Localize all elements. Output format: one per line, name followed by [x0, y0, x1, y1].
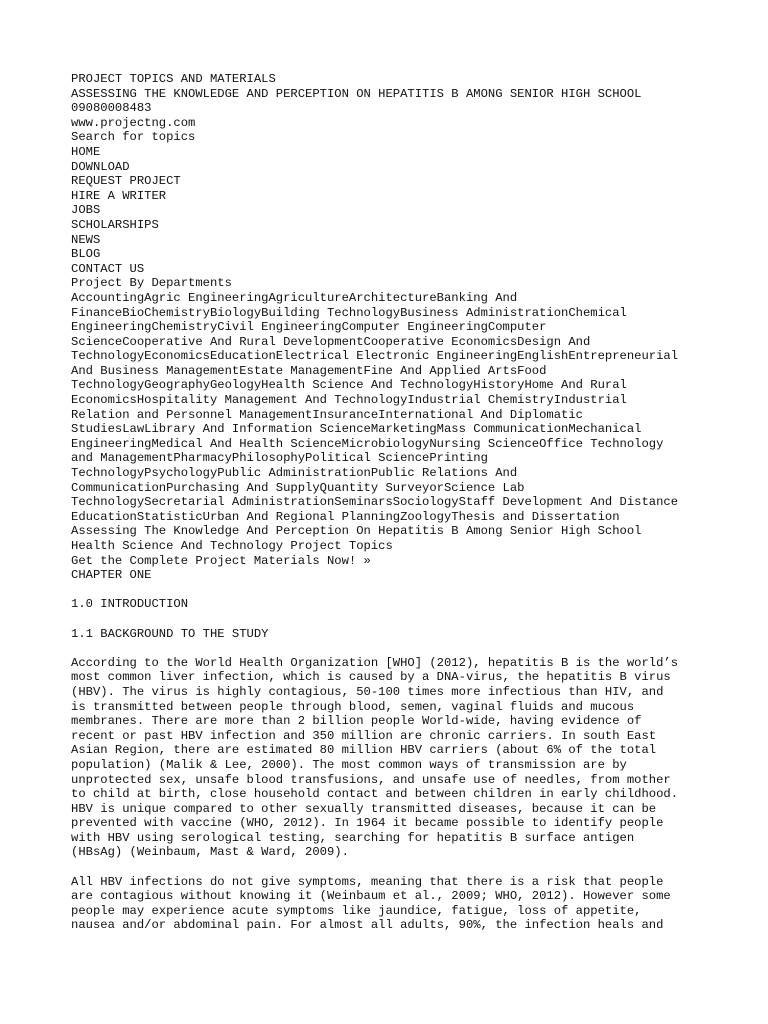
section-heading-background: 1.1 BACKGROUND TO THE STUDY: [71, 626, 269, 641]
nav-item-download[interactable]: DOWNLOAD: [71, 159, 130, 174]
department-links-line[interactable]: EducationStatisticUrban And Regional PlanningZoologyThesis and Dissertation: [71, 509, 620, 524]
paragraph-line: (HBsAg) (Weinbaum, Mast & Ward, 2009).: [71, 845, 349, 860]
department-links-line[interactable]: TechnologyGeographyGeologyHealth Science And TechnologyHistoryHome And Rural: [71, 378, 627, 393]
nav-item-news[interactable]: NEWS: [71, 232, 101, 247]
paragraph-line: Asian Region, there are estimated 80 million HBV carriers (about 6% of the total: [71, 743, 657, 758]
paragraph-line: most common liver infection, which is caused by a DNA-virus, the hepatitis B virus: [71, 670, 671, 685]
spacer: [71, 583, 711, 598]
departments-heading: Project By Departments: [71, 276, 232, 291]
department-links-line[interactable]: FinanceBioChemistryBiologyBuilding TechnologyBusiness AdministrationChemical: [71, 305, 627, 320]
paragraph-2: [71, 875, 711, 933]
get-materials-button[interactable]: Get the Complete Project Materials Now! »: [71, 553, 371, 568]
section-heading-introduction: 1.0 INTRODUCTION: [71, 597, 189, 612]
paragraph-line: with HBV using serological testing, searching for hepatitis B surface antigen: [71, 830, 635, 845]
main-nav: [71, 145, 711, 276]
chapter-title: CHAPTER ONE: [71, 568, 152, 583]
paragraph-line: HBV is unique compared to other sexually transmitted diseases, because it can be: [71, 801, 657, 816]
document-page: [71, 72, 711, 933]
paragraph-line: is transmitted between people through blood, semen, vaginal fluids and mucous: [71, 699, 635, 714]
spacer: [71, 612, 711, 627]
site-title: PROJECT TOPICS AND MATERIALS: [71, 72, 276, 86]
paragraph-line: nausea and/or abdominal pain. For almost all adults, 90%, the infection heals and: [71, 918, 664, 933]
paragraph-line: are contagious without knowing it (Weinbaum et al., 2009; WHO, 2012). However some: [71, 889, 671, 904]
phone-number[interactable]: 09080008483: [71, 101, 152, 116]
nav-item-hire-a-writer[interactable]: HIRE A WRITER: [71, 188, 167, 203]
department-links-line[interactable]: TechnologyEconomicsEducationElectrical Electronic EngineeringEnglishEntrepreneurial: [71, 349, 679, 364]
department-links-line[interactable]: ScienceCooperative And Rural DevelopmentCooperative EconomicsDesign And: [71, 334, 591, 349]
department-links-line[interactable]: EconomicsHospitality Management And TechnologyIndustrial ChemistryIndustrial: [71, 393, 627, 408]
paragraph-line: prevented with vaccine (WHO, 2012). In 1964 it became possible to identify people: [71, 816, 664, 831]
paragraph-line: (HBV). The virus is highly contagious, 50-100 times more infectious than HIV, and: [71, 684, 664, 699]
breadcrumb-category[interactable]: Health Science And Technology Project Topics: [71, 539, 393, 553]
spacer: [71, 641, 711, 656]
paragraph-line: recent or past HBV infection and 350 million are chronic carriers. In south East: [71, 728, 657, 743]
department-links-line[interactable]: Relation and Personnel ManagementInsuranceInternational And Diplomatic: [71, 407, 583, 422]
department-links-line[interactable]: EngineeringChemistryCivil EngineeringComputer EngineeringComputer: [71, 320, 547, 335]
breadcrumb-topic[interactable]: Assessing The Knowledge And Perception On Hepatitis B Among Senior High School: [71, 524, 642, 539]
nav-item-contact-us[interactable]: CONTACT US: [71, 261, 145, 276]
search-topics-link[interactable]: Search for topics: [71, 130, 196, 145]
paragraph-line: According to the World Health Organization [WHO] (2012), hepatitis B is the world’s: [71, 655, 679, 670]
spacer: [71, 860, 711, 875]
department-links-line[interactable]: EngineeringMedical And Health ScienceMicrobiologyNursing ScienceOffice Technology: [71, 436, 664, 451]
nav-item-scholarships[interactable]: SCHOLARSHIPS: [71, 217, 159, 232]
nav-item-jobs[interactable]: JOBS: [71, 203, 101, 218]
paragraph-1: [71, 656, 711, 860]
department-links-line[interactable]: CommunicationPurchasing And SupplyQuantity SurveyorScience Lab: [71, 480, 525, 495]
department-links-line[interactable]: TechnologySecretarial AdministrationSeminarsSociologyStaff Development And Distance: [71, 495, 679, 510]
paragraph-line: membranes. There are more than 2 billion people World-wide, having evidence of: [71, 714, 642, 729]
project-title: ASSESSING THE KNOWLEDGE AND PERCEPTION ON HEPATITIS B AMONG SENIOR HIGH SCHOOL: [71, 86, 642, 101]
website-link[interactable]: www.projectng.com: [71, 115, 196, 130]
department-links-line[interactable]: TechnologyPsychologyPublic AdministrationPublic Relations And: [71, 466, 518, 481]
paragraph-line: people may experience acute symptoms like jaundice, fatigue, loss of appetite,: [71, 903, 642, 918]
departments-list: [71, 291, 711, 525]
department-links-line[interactable]: and ManagementPharmacyPhilosophyPolitical SciencePrinting: [71, 451, 488, 466]
paragraph-line: population) (Malik & Lee, 2000). The most common ways of transmission are by: [71, 757, 627, 772]
paragraph-line: unprotected sex, unsafe blood transfusions, and unsafe use of needles, from mother: [71, 772, 671, 787]
nav-item-home[interactable]: HOME: [71, 144, 101, 159]
paragraph-line: to child at birth, close household contact and between children in early childhood.: [71, 787, 679, 802]
nav-item-blog[interactable]: BLOG: [71, 247, 101, 262]
department-links-line[interactable]: And Business ManagementEstate ManagementFine And Applied ArtsFood: [71, 363, 547, 378]
department-links-line[interactable]: AccountingAgric EngineeringAgricultureArchitectureBanking And: [71, 290, 518, 305]
paragraph-line: All HBV infections do not give symptoms, meaning that there is a risk that people: [71, 874, 664, 889]
nav-item-request-project[interactable]: REQUEST PROJECT: [71, 174, 181, 189]
department-links-line[interactable]: StudiesLawLibrary And Information ScienceMarketingMass CommunicationMechanical: [71, 422, 642, 437]
